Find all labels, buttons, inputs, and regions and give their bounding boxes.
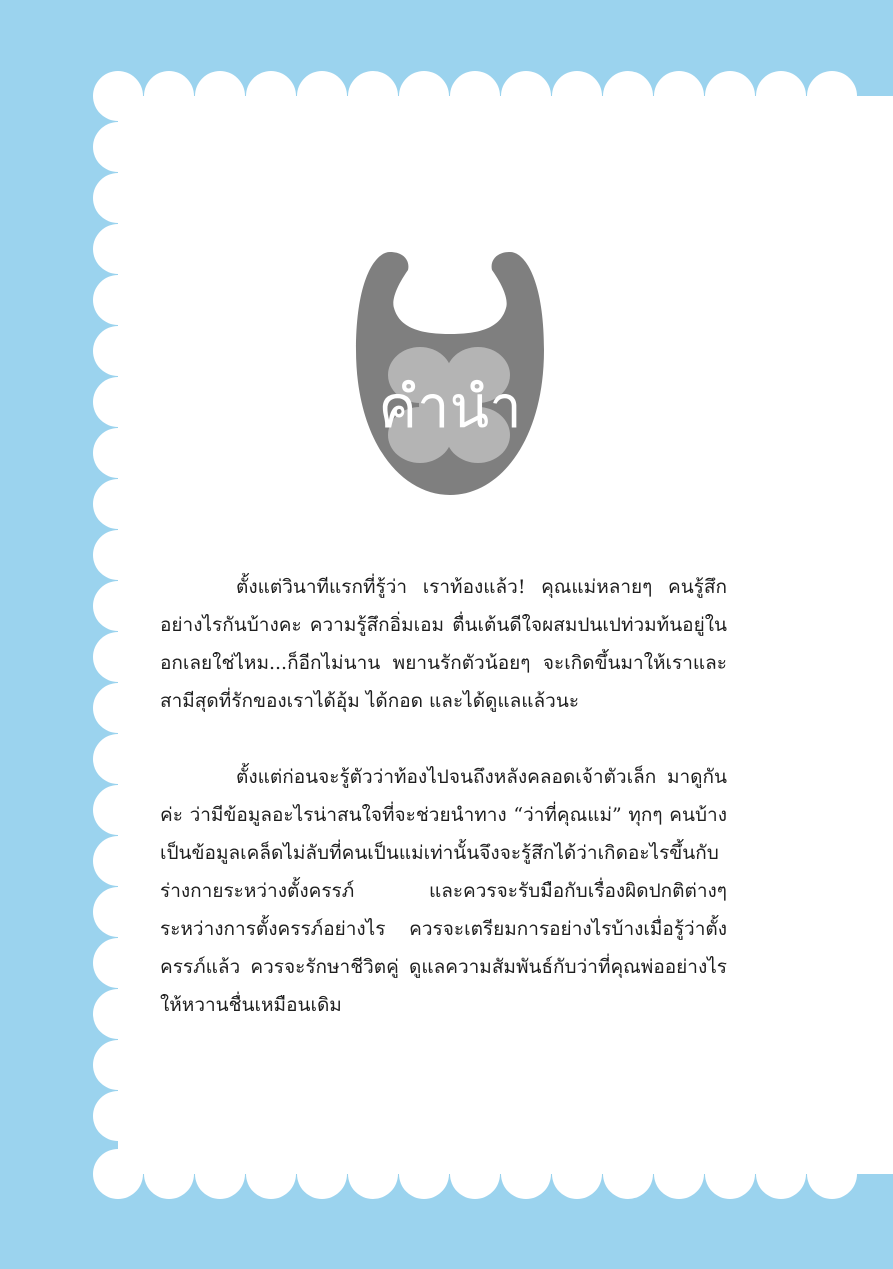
scallop [756, 1149, 806, 1199]
scallop [399, 71, 449, 121]
scallop [348, 71, 398, 121]
scallop [93, 326, 143, 376]
scallop [93, 275, 143, 325]
scallop [348, 1149, 398, 1199]
scallop [93, 1040, 143, 1090]
scallop [195, 71, 245, 121]
scallop [93, 479, 143, 529]
scallop [93, 71, 143, 121]
scallop [144, 1149, 194, 1199]
scallop [501, 71, 551, 121]
scallop [246, 1149, 296, 1199]
scallop [93, 785, 143, 835]
body-text [160, 568, 727, 1024]
scallop [501, 1149, 551, 1199]
scallop [450, 1149, 500, 1199]
scallop [93, 581, 143, 631]
scallop [297, 1149, 347, 1199]
paragraph-2: ตั้งแต่ก่อนจะรู้ตัวว่าท้องไปจนถึงหลังคลอดเจ้าตัวเล็ก มาดูกันค่ะ ว่ามีข้อมูลอะไรน่าสนใจที่จะช่วยนำทาง “ว่าที่คุณแม่” ทุกๆ คนบ้าง เป็นข้อมูลเคล็ดไม่ลับที่คนเป็นแม่เท่านั้นจึงจะรู้สึกได้ว่าเกิดอะไรขึ้นกับร่างกายระหว่างตั้งครรภ์ และควรจะรับมือกับเรื่องผิดปกติต่างๆ ระหว่างการตั้งครรภ์อย่างไร ควรจะเตรียมการอย่างไรบ้างเมื่อรู้ว่าตั้งครรภ์แล้ว ควรจะรักษาชีวิตคู่ ดูแลความสัมพันธ์กับว่าที่คุณพ่ออย่างไรให้หวานชื่นเหมือนเดิม [160, 766, 727, 1016]
scallop [603, 1149, 653, 1199]
scallop [705, 1149, 755, 1199]
scallop [93, 989, 143, 1039]
scallop [756, 71, 806, 121]
scallop [195, 1149, 245, 1199]
scallop [297, 71, 347, 121]
scallop [654, 71, 704, 121]
scallop [93, 887, 143, 937]
scallop [93, 683, 143, 733]
scallop [93, 632, 143, 682]
scallop [93, 530, 143, 580]
scallop [552, 71, 602, 121]
scallop [93, 173, 143, 223]
scallop [93, 377, 143, 427]
paragraph-1: ตั้งแต่วินาทีแรกที่รู้ว่า เราท้องแล้ว! คุณแม่หลายๆ คนรู้สึกอย่างไรกันบ้างคะ ความรู้สึกอิ่มเอม ตื่นเต้นดีใจผสมปนเปท่วมท้นอยู่ในอกเลยใช่ไหม...ก็อีกไม่นาน พยานรักตัวน้อยๆ จะเกิดขึ้นมาให้เราและสามีสุดที่รักของเราได้อุ้ม ได้กอด และได้ดูแลแล้วนะ [160, 576, 727, 712]
scallop [807, 1149, 857, 1199]
scallop [807, 71, 857, 121]
scallop [654, 1149, 704, 1199]
scallop [552, 1149, 602, 1199]
baby-bib-icon [350, 240, 550, 500]
scallop [93, 734, 143, 784]
scallop [93, 428, 143, 478]
scallop [450, 71, 500, 121]
scallop [93, 122, 143, 172]
scallop [246, 71, 296, 121]
scallop [93, 224, 143, 274]
scallop [603, 71, 653, 121]
scallop [705, 71, 755, 121]
scallop [93, 938, 143, 988]
scallop [93, 1091, 143, 1141]
page-title: คำนำ [378, 373, 522, 441]
scallop [93, 1149, 143, 1199]
scallop [144, 71, 194, 121]
scallop [93, 836, 143, 886]
scallop [399, 1149, 449, 1199]
